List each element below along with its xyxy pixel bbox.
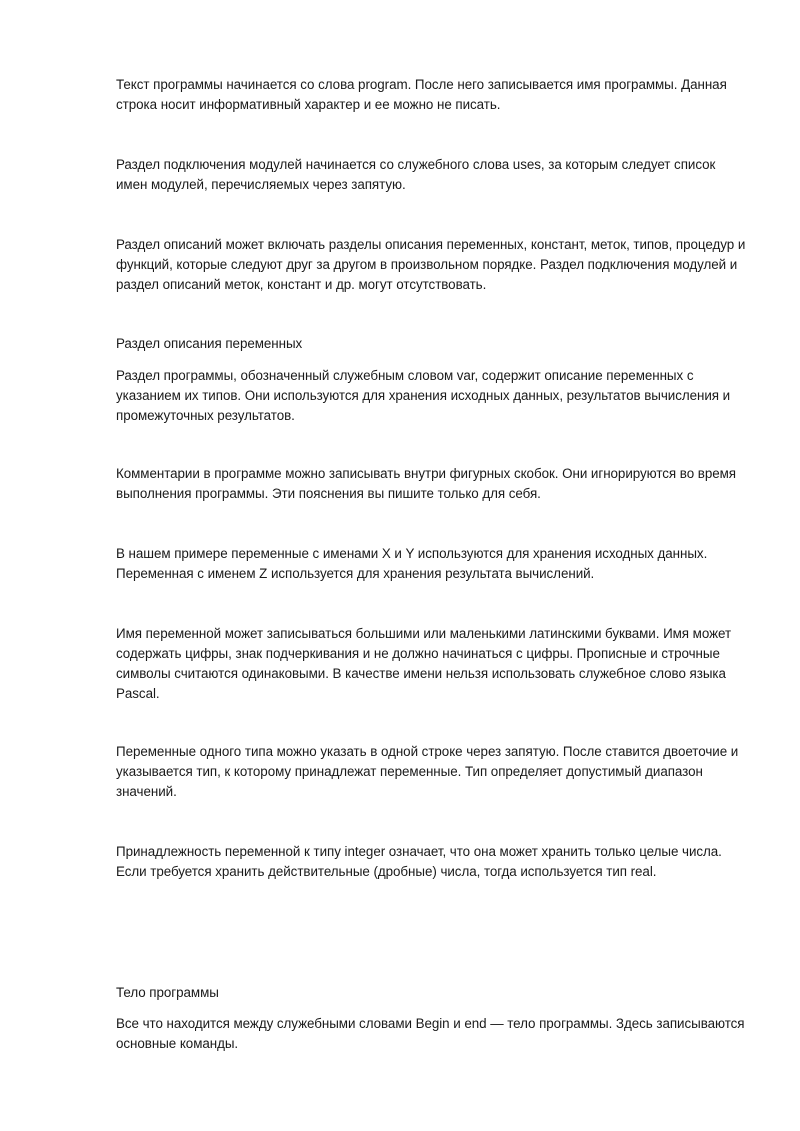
paragraph-variable-types: Переменные одного типа можно указать в одной строке через запятую. После ставится двоеточие и указывается тип, к которому принадлежат переменные. Тип определяет допустимый диапазон значений. <box>116 744 739 799</box>
heading-program-body: Тело программы <box>116 985 219 1000</box>
heading-variables-section: Раздел описания переменных <box>116 336 303 351</box>
paragraph-program-keyword: Текст программы начинается со слова program. После него записывается имя программы. Данная строка носит информативный характер и ее можно не писать. <box>116 77 727 112</box>
paragraph-var-section: Раздел программы, обозначенный служебным словом var, содержит описание переменных с указанием их типов. Они используются для хранения исходных данных, результатов вычисления и промежуточных результатов. <box>116 368 731 423</box>
paragraph-integer-real: Принадлежность переменной к типу integer означает, что она может хранить только целые числа. Если требуется хранить действительные (дробные) числа, тогда используется тип real. <box>116 844 722 879</box>
paragraph-example-variables: В нашем примере переменные с именами X и Y используются для хранения исходных данных. Переменная с именем Z используется для хранения результата вычислений. <box>116 546 708 581</box>
paragraph-comments: Комментарии в программе можно записывать внутри фигурных скобок. Они игнорируются во время выполнения программы. Эти пояснения вы пишите только для себя. <box>116 466 736 501</box>
paragraph-uses-section: Раздел подключения модулей начинается со служебного слова uses, за которым следует список имен модулей, перечисляемых через запятую. <box>116 157 716 192</box>
paragraph-variable-naming: Имя переменной может записываться большими или маленькими латинскими буквами. Имя может содержать цифры, знак подчеркивания и не должно начинаться с цифры. Прописные и строчные символы считаются одинаковыми. В качестве имени нельзя использовать служебное слово языка Pascal. <box>116 626 732 701</box>
paragraph-declarations-section: Раздел описаний может включать разделы описания переменных, констант, меток, типов, процедур и функций, которые следуют друг за другом в произвольном порядке. Раздел подключения модулей и раздел описаний меток, констант и др. могут отсутствовать. <box>116 237 746 292</box>
paragraph-begin-end: Все что находится между служебными словами Begin и end — тело программы. Здесь записываются основные команды. <box>116 1016 745 1051</box>
